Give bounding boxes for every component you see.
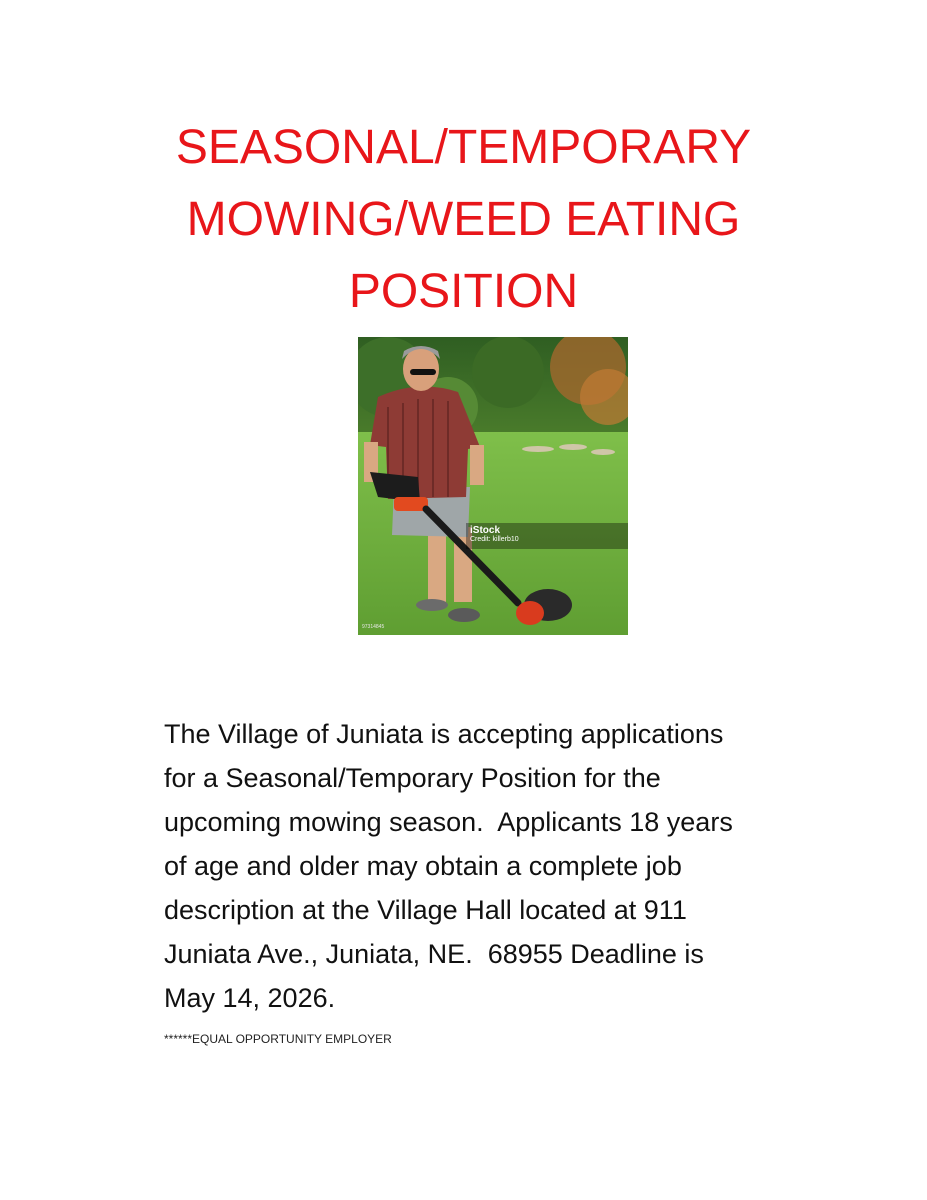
watermark-id: 97314845: [362, 624, 385, 630]
paragraph-line: upcoming mowing season. Applicants 18 years: [164, 807, 733, 837]
paragraph-line: for a Seasonal/Temporary Position for the: [164, 763, 661, 793]
paragraph-line: The Village of Juniata is accepting applications: [164, 719, 724, 749]
man-weed-eating-photo: [358, 337, 628, 635]
page-title: [0, 112, 927, 328]
paragraph-line: of age and older may obtain a complete job: [164, 851, 682, 881]
paragraph-line: May 14, 2026.: [164, 983, 336, 1013]
paragraph-line: Juniata Ave., Juniata, NE. 68955 Deadline is: [164, 939, 704, 969]
title-line: SEASONAL/TEMPORARY: [175, 121, 752, 174]
equal-opportunity-note: ******EQUAL OPPORTUNITY EMPLOYER: [164, 1032, 392, 1046]
paragraph-line: description at the Village Hall located at 911: [164, 895, 687, 925]
title-line: POSITION: [348, 265, 579, 318]
watermark-brand: iStock: [470, 525, 501, 536]
photo-illustration: [358, 337, 628, 635]
job-description-paragraph: [164, 712, 824, 1020]
title-line: MOWING/WEED EATING: [186, 193, 741, 246]
watermark-credit: Credit: killerb10: [470, 536, 519, 543]
